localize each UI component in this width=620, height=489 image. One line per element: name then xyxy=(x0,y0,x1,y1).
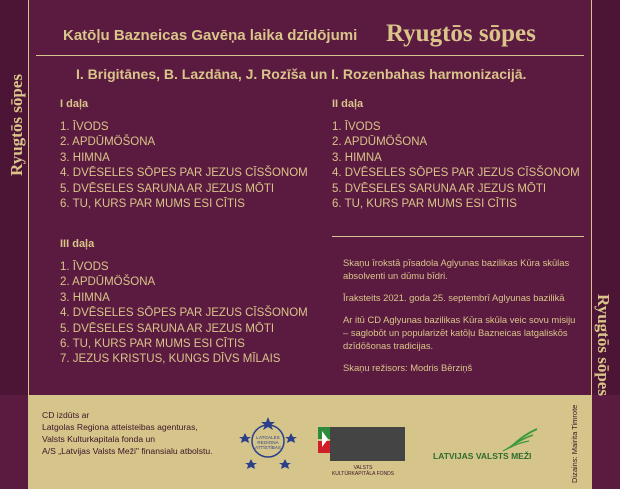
part-heading: III daļa xyxy=(60,238,95,250)
part-2 xyxy=(332,98,580,212)
svg-text:LATGALES: LATGALES xyxy=(256,435,280,440)
latgale-agency-logo xyxy=(233,415,303,479)
info-mission: Ar itū CD Aglyunas bazilikas Kūra skūla veic sovu misiju – saglobōt un popularizēt katōļu Bazneicas latgaliskōs dzīdōšonas tradicijas. xyxy=(343,314,576,351)
track-item: 7. JEZUS KRISTUS, KUNGS DĪVS MĪLAIS xyxy=(60,353,281,366)
svg-text:ATTĪSTĪBAS: ATTĪSTĪBAS xyxy=(255,445,281,450)
design-credit xyxy=(568,404,588,485)
credit-line: Valsts Kulturkapitala fonda un xyxy=(42,434,156,444)
track-item: 3. HIMNA xyxy=(60,291,110,304)
track-item: 5. DVĒSELES SARUNA AR JEZUS MŌTI xyxy=(332,182,547,195)
track-item: 3. HIMNA xyxy=(60,151,110,164)
track-item: 4. DVĒSELES SŌPES PAR JEZUS CĪSŠONOM xyxy=(60,307,308,320)
track-item: 3. HIMNA xyxy=(332,151,382,164)
svg-text:KULTŪRKAPITĀLA FONDS: KULTŪRKAPITĀLA FONDS xyxy=(331,471,395,477)
track-item: 5. DVĒSELES SARUNA AR JEZUS MŌTI xyxy=(60,182,275,195)
info-recorded: Īraksteits 2021. goda 25. septembrī Aglyunas bazilikā xyxy=(343,292,565,303)
album-subtitle: Katōļu Bazneicas Gavēņa laika dzīdōjumi xyxy=(63,27,358,44)
info-sound-director: Skaņu režisors: Modris Bērziņš xyxy=(343,362,473,373)
credit-line: A/S „Latvijas Valsts Meži" finansialu atbolstu. xyxy=(42,446,213,456)
part-heading: II daļa xyxy=(332,98,364,110)
svg-text:REGIONA: REGIONA xyxy=(257,440,279,445)
track-item: 6. TU, KURS PAR MUMS ESI CĪTIS xyxy=(332,198,517,211)
svg-text:LATVIJAS VALSTS MEŽI: LATVIJAS VALSTS MEŽI xyxy=(433,451,532,461)
header-divider xyxy=(36,55,584,56)
left-spine xyxy=(0,0,29,395)
track-item: 1. ĪVODS xyxy=(332,121,381,133)
latvian-state-forests-logo xyxy=(433,427,553,461)
design-credit-text: Dizains: Mairita Timrote xyxy=(570,404,579,483)
info-performers: Skaņu īrokstā pīsadola Aglyunas bazilikas Kūra skūlas absolventi un dūmu bīdri. xyxy=(343,257,570,281)
track-item: 2. APDŪMÖŠONA xyxy=(332,136,428,149)
track-item: 6. TU, KURS PAR MUMS ESI CĪTIS xyxy=(60,338,245,351)
svg-text:VALSTS: VALSTS xyxy=(353,465,373,471)
track-item: 4. DVĒSELES SŌPES PAR JEZUS CĪSŠONOM xyxy=(60,167,308,180)
recording-info xyxy=(343,256,583,383)
info-divider xyxy=(332,236,584,237)
track-list xyxy=(332,120,580,212)
track-list xyxy=(60,120,308,212)
track-item: 1. ĪVODS xyxy=(60,121,109,133)
culture-capital-fund-logo xyxy=(318,425,408,477)
harmonization-line: I. Brigitānes, B. Lazdāna, J. Rozīša un I. Rozenbahas harmonizacijā. xyxy=(76,66,527,82)
right-spine xyxy=(591,0,620,395)
right-spine-title: Ryugtōs sōpes xyxy=(594,294,613,396)
sponsor-footer xyxy=(28,395,592,489)
album-title: Ryugtōs sōpes xyxy=(386,20,536,47)
track-item: 1. ĪVODS xyxy=(60,261,109,273)
left-spine-title: Ryugtōs sōpes xyxy=(7,74,26,176)
track-item: 4. DVĒSELES SŌPES PAR JEZUS CĪSŠONOM xyxy=(332,167,580,180)
credit-line: CD izdūts ar xyxy=(42,410,90,420)
credit-line: Latgolas Regiona atteisteibas agenturas, xyxy=(42,422,198,432)
track-list xyxy=(60,260,308,368)
funding-credits xyxy=(42,409,213,457)
part-3 xyxy=(60,238,308,368)
track-item: 5. DVĒSELES SARUNA AR JEZUS MŌTI xyxy=(60,322,275,335)
track-item: 6. TU, KURS PAR MUMS ESI CĪTIS xyxy=(60,198,245,211)
track-item: 2. APDŪMÖŠONA xyxy=(60,136,156,149)
track-item: 2. APDŪMÖŠONA xyxy=(60,276,156,289)
part-heading: I daļa xyxy=(60,98,89,110)
part-1 xyxy=(60,98,308,212)
